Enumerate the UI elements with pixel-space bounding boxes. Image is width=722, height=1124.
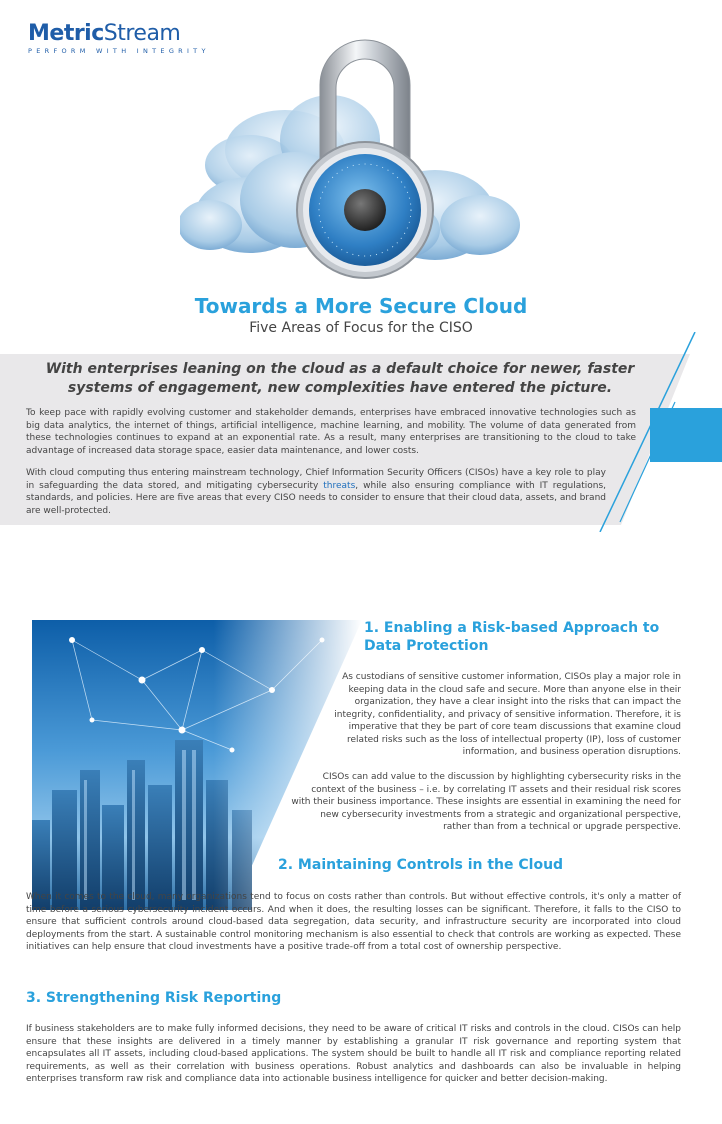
logo-tagline: PERFORM WITH INTEGRITY <box>28 47 210 55</box>
section-1-paragraph-2: CISOs can add value to the discussion by highlighting cybersecurity risks in the context of the business – i.e. by correlating IT assets and their residual risk scores with their business importance. These insights are essential in examining the need for new cybersecurity investments from a strategic and organizational perspective, rather than from a technical or upgrade perspective. <box>291 772 681 832</box>
section-2-heading: 2. Maintaining Controls in the Cloud <box>278 857 564 873</box>
section-1-paragraph-1: As custodians of sensitive customer information, CISOs play a major role in keeping data in the cloud safe and secure. More than anyone else in their organization, they have a clear insight into the risks that can impact the integrity, confidentiality, and privacy of sensitive information. Therefore, it is imperative that they be part of core team discussions that examine cloud related risks such as the loss of intellectual property (IP), loss of customer information, and business operation disruptions. <box>334 672 681 757</box>
intro-paragraph-2-start: With cloud computing thus entering mainstream technology, Chief Information Security Officers (CISOs) have a key role to play in safeguarding the data stored, and mitigating cybersecurity <box>26 468 606 491</box>
intro-paragraph-1: To keep pace with rapidly evolving customer and stakeholder demands, enterprises have embraced innovative technologies such as big data analytics, the internet of things, artificial intelligence, machine learning, and mobility. The volume of data generated from these technologies continues to expand at an exponential rate. As a result, many enterprises are transitioning to the cloud to take advantage of increased data storage space, easier data maintenance, and lower costs. <box>26 408 636 456</box>
logo-word-regular: Stream <box>103 21 181 46</box>
page-subtitle: Five Areas of Focus for the CISO <box>249 320 473 336</box>
section-3-paragraph: If business stakeholders are to make fully informed decisions, they need to be aware of critical IT risks and controls in the cloud. CISOs can help ensure that these insights are delivered in a timely manner by establishing a granular IT risk governance and reporting system that encapsulates all IT assets, including cloud-based applications. The system should be built to handle all IT risk and compliance reporting related requirements, as well as their correlation with business operations. Robust analytics and dashboards can also be invaluable in helping enterprises transform raw risk and compliance data into actionable business intelligence for quicker and better decision-making. <box>26 1024 681 1084</box>
accent-block <box>650 408 722 462</box>
intro-paragraph-2-end: , while also ensuring compliance with IT regulations, standards, and policies. Here are five areas that every CISO needs to consider to ensure that their cloud data, assets, and brand are well-protected. <box>26 480 607 516</box>
page-title: Towards a More Secure Cloud <box>194 294 528 318</box>
threats-link[interactable]: threats <box>323 480 356 491</box>
lock-knob <box>344 189 386 231</box>
section-1-heading: 1. Enabling a Risk-based Approach to Data Protection <box>364 620 660 654</box>
section-2-paragraph: When it comes to the cloud, many organizations tend to focus on costs rather than controls. But without effective controls, it's only a matter of time before a serious cybersecurity incident occurs. And when it does, the resulting losses can be significant. Therefore, it falls to the CISO to ensure that sufficient controls around cloud-based data segregation, data security, and infrastructure security are incorporated into cloud deployments from the start. A sustainable control monitoring mechanism is also essential to check that controls are working as expected. These initiatives can help ensure that cloud investments have a positive trade-off from a total cost of ownership perspective. <box>26 892 681 952</box>
logo-word-bold: Metric <box>28 21 104 46</box>
section-3-heading: 3. Strengthening Risk Reporting <box>26 990 282 1006</box>
intro-heading: With enterprises leaning on the cloud as a default choice for newer, faster systems of engagement, new complexities have entered the picture. <box>45 361 635 396</box>
lock-and-clouds-illustration <box>180 30 520 300</box>
intro-paragraph-2 <box>26 467 606 517</box>
